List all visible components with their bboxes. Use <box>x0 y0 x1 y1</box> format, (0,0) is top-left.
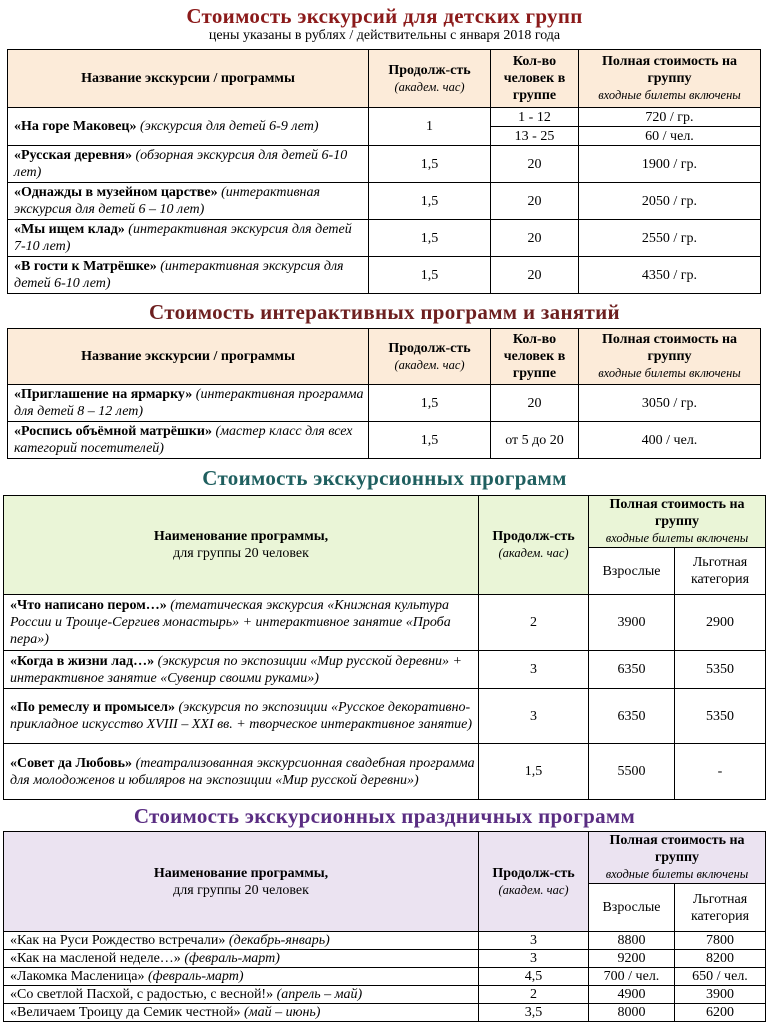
adults-price-cell: 5500 <box>589 744 675 800</box>
col-duration-header: Продолж-сть (академ. час) <box>369 329 491 385</box>
table-row <box>8 220 761 257</box>
duration-cell: 1,5 <box>369 146 491 183</box>
qty-cell: 1 - 12 <box>491 108 579 127</box>
price-cell: 400 / чел. <box>579 422 761 459</box>
table-header-row <box>8 50 761 108</box>
adults-price-cell: 8000 <box>589 1004 675 1022</box>
program-name: «Лакомка Масленица» (февраль-март) <box>4 968 479 986</box>
qty-cell: 20 <box>491 183 579 220</box>
table-row <box>8 422 761 459</box>
duration-cell: 3 <box>479 651 589 689</box>
duration-cell: 3,5 <box>479 1004 589 1022</box>
table-row <box>8 385 761 422</box>
duration-cell: 3 <box>479 689 589 744</box>
price-cell: 1900 / гр. <box>579 146 761 183</box>
program-name: «Как на масленой неделе…» (февраль-март) <box>4 950 479 968</box>
col-discount-header: Льготная категория <box>675 884 766 932</box>
col-name-header: Название экскурсии / программы <box>8 50 369 108</box>
adults-price-cell: 700 / чел. <box>589 968 675 986</box>
duration-cell: 1,5 <box>369 183 491 220</box>
program-name: «Совет да Любовь» (театрализованная экскурсионная свадебная программа для молодоженов и юбиляров на экспозиции «Мир русской деревни») <box>4 744 479 800</box>
table-row <box>8 146 761 183</box>
discount-price-cell: 5350 <box>675 651 766 689</box>
table-row <box>4 986 766 1004</box>
program-name: «Когда в жизни лад…» (экскурсия по экспозиции «Мир русской деревни» + интерактивное занятие «Сувенир своими руками») <box>4 651 479 689</box>
excursion-name: «Мы ищем клад» (интерактивная экскурсия для детей 7-10 лет) <box>8 220 369 257</box>
duration-cell: 1,5 <box>369 257 491 294</box>
col-price-header: Полная стоимость на группу входные билеты включены <box>589 832 766 884</box>
excursion-programs-table <box>3 495 766 800</box>
duration-cell: 1,5 <box>369 385 491 422</box>
table-row <box>4 950 766 968</box>
col-adults-header: Взрослые <box>589 884 675 932</box>
adults-price-cell: 4900 <box>589 986 675 1004</box>
qty-cell: 13 - 25 <box>491 127 579 146</box>
holiday-programs-table <box>3 831 766 1022</box>
col-duration-header: Продолж-сть (академ. час) <box>369 50 491 108</box>
qty-cell: 20 <box>491 146 579 183</box>
col-discount-header: Льготная категория <box>675 548 766 595</box>
table-row <box>8 183 761 220</box>
col-duration-header: Продолж-сть (академ. час) <box>479 832 589 932</box>
col-price-header: Полная стоимость на группу входные билеты включены <box>579 329 761 385</box>
table-row <box>4 651 766 689</box>
col-price-header: Полная стоимость на группу входные билеты включены <box>579 50 761 108</box>
program-name: «Как на Руси Рождество встречали» (декабрь-январь) <box>4 932 479 950</box>
program-name: «Приглашение на ярмарку» (интерактивная программа для детей 8 – 12 лет) <box>8 385 369 422</box>
adults-price-cell: 3900 <box>589 595 675 651</box>
adults-price-cell: 6350 <box>589 651 675 689</box>
col-name-header: Название экскурсии / программы <box>8 329 369 385</box>
table-row <box>4 1004 766 1022</box>
price-cell: 60 / чел. <box>579 127 761 146</box>
col-duration-header: Продолж-сть (академ. час) <box>479 496 589 595</box>
interactive-programs-table <box>7 328 761 459</box>
table-header-row <box>4 496 766 548</box>
discount-price-cell: - <box>675 744 766 800</box>
table-row <box>4 968 766 986</box>
excursion-name: «В гости к Матрёшке» (интерактивная экскурсия для детей 6-10 лет) <box>8 257 369 294</box>
qty-cell: 20 <box>491 257 579 294</box>
table-row <box>8 108 761 127</box>
duration-cell: 2 <box>479 595 589 651</box>
duration-cell: 1,5 <box>369 220 491 257</box>
duration-cell: 4,5 <box>479 968 589 986</box>
duration-cell: 1,5 <box>479 744 589 800</box>
discount-price-cell: 7800 <box>675 932 766 950</box>
page-subtitle: цены указаны в рублях / действительны с января 2018 года <box>208 28 561 43</box>
table-row <box>8 257 761 294</box>
qty-cell: от 5 до 20 <box>491 422 579 459</box>
duration-cell: 2 <box>479 986 589 1004</box>
duration-cell: 1 <box>369 108 491 146</box>
program-name: «Что написано пером…» (тематическая экскурсия «Книжная культура России и Троице-Сергиев монастырь» + интерактивное занятие «Проба пера») <box>4 595 479 651</box>
discount-price-cell: 5350 <box>675 689 766 744</box>
excursion-name: «На горе Маковец» (экскурсия для детей 6-9 лет) <box>8 108 369 146</box>
section-title-holiday-programs: Стоимость экскурсионных праздничных программ <box>133 804 636 828</box>
table-header-row <box>4 832 766 884</box>
qty-cell: 20 <box>491 385 579 422</box>
program-name: «По ремеслу и промысел» (экскурсия по экспозиции «Русское декоративно-прикладное искусство XVIII – XXI вв. + творческое интерактивное занятие) <box>4 689 479 744</box>
duration-cell: 3 <box>479 932 589 950</box>
discount-price-cell: 8200 <box>675 950 766 968</box>
program-name: «Величаем Троицу да Семик честной» (май – июнь) <box>4 1004 479 1022</box>
duration-cell: 3 <box>479 950 589 968</box>
col-adults-header: Взрослые <box>589 548 675 595</box>
section-title-interactive: Стоимость интерактивных программ и занятий <box>149 300 620 324</box>
table-row <box>4 932 766 950</box>
adults-price-cell: 8800 <box>589 932 675 950</box>
table-row <box>4 744 766 800</box>
children-excursions-table <box>7 49 761 294</box>
col-qty-header: Кол-во человек в группе <box>491 50 579 108</box>
adults-price-cell: 9200 <box>589 950 675 968</box>
qty-cell: 20 <box>491 220 579 257</box>
col-name-header: Наименование программы, для группы 20 человек <box>4 496 479 595</box>
adults-price-cell: 6350 <box>589 689 675 744</box>
col-name-header: Наименование программы, для группы 20 человек <box>4 832 479 932</box>
program-name: «Со светлой Пасхой, с радостью, с весной!» (апрель – май) <box>4 986 479 1004</box>
col-qty-header: Кол-во человек в группе <box>491 329 579 385</box>
discount-price-cell: 2900 <box>675 595 766 651</box>
page-title: Стоимость экскурсий для детских групп <box>186 4 583 28</box>
price-cell: 2550 / гр. <box>579 220 761 257</box>
excursion-name: «Русская деревня» (обзорная экскурсия для детей 6-10 лет) <box>8 146 369 183</box>
price-cell: 4350 / гр. <box>579 257 761 294</box>
section-title-excursion-programs: Стоимость экскурсионных программ <box>202 466 567 490</box>
excursion-name: «Однажды в музейном царстве» (интерактивная экскурсия для детей 6 – 10 лет) <box>8 183 369 220</box>
price-cell: 3050 / гр. <box>579 385 761 422</box>
discount-price-cell: 650 / чел. <box>675 968 766 986</box>
price-cell: 2050 / гр. <box>579 183 761 220</box>
discount-price-cell: 6200 <box>675 1004 766 1022</box>
duration-cell: 1,5 <box>369 422 491 459</box>
discount-price-cell: 3900 <box>675 986 766 1004</box>
table-row <box>4 595 766 651</box>
program-name: «Роспись объёмной матрёшки» (мастер класс для всех категорий посетителей) <box>8 422 369 459</box>
col-price-header: Полная стоимость на группу входные билеты включены <box>589 496 766 548</box>
table-header-row <box>8 329 761 385</box>
price-cell: 720 / гр. <box>579 108 761 127</box>
table-row <box>4 689 766 744</box>
